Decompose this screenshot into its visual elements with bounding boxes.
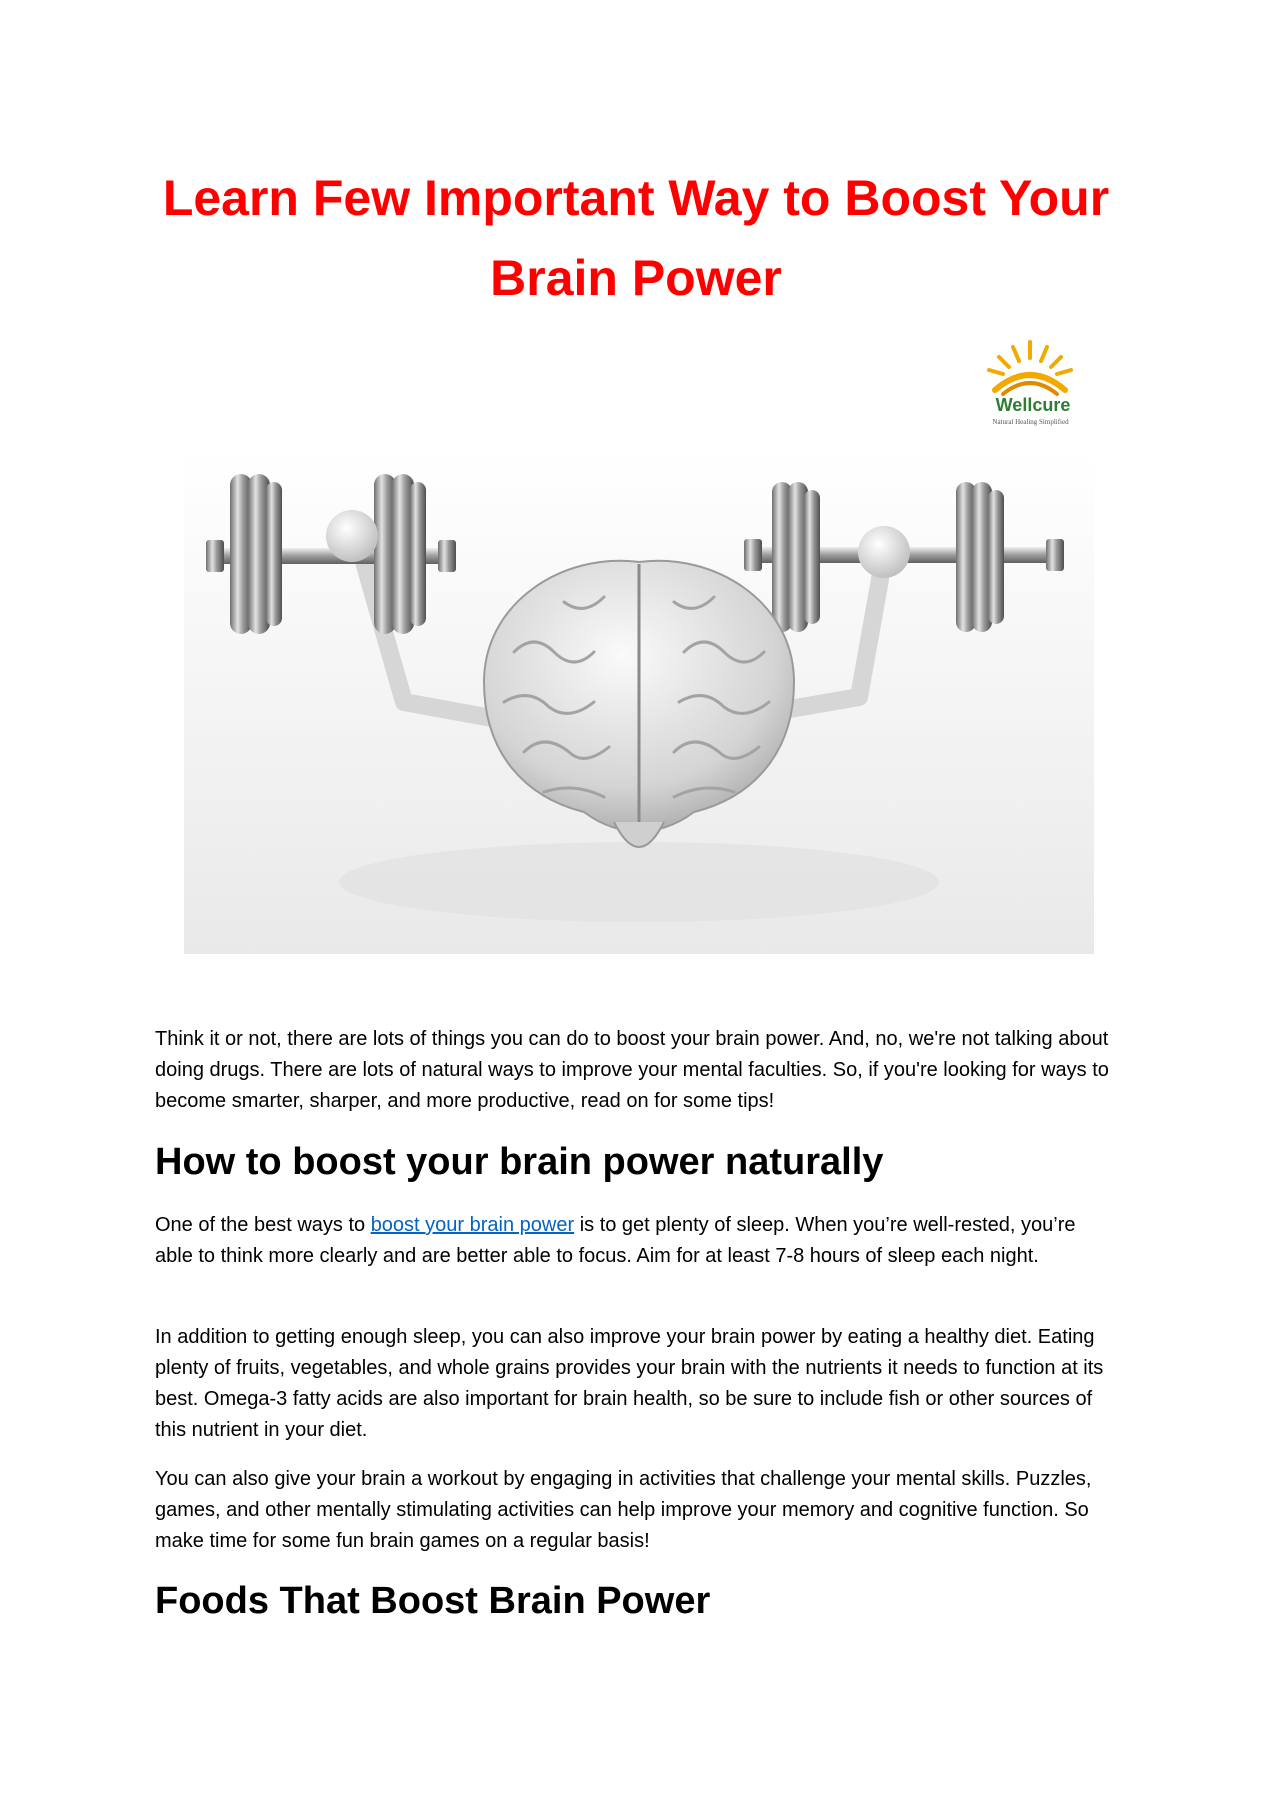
sun-icon [973,338,1088,398]
wellcure-logo [973,338,1088,434]
section-heading-boost-naturally: How to boost your brain power naturally [155,1141,884,1183]
paragraph-sleep-text-after: is to get plenty of sleep. When you’re well-rested, you’re able to think more clearly and are better able to focus. Aim for at least 7-8 hours of sleep each night. [155,1214,1076,1267]
paragraph-diet: In addition to getting enough sleep, you can also improve your brain power by eating a healthy diet. Eating plenty of fruits, vegetables, and whole grains provides your brain with the nutrients it needs to function at its best. Omega-3 fatty acids are also important for brain health, so be sure to include fish or other sources of this nutrient in your diet. [155,1326,1104,1441]
paragraph-brain-workout: You can also give your brain a workout by engaging in activities that challenge your mental skills. Puzzles, games, and other mentally stimulating activities can help improve your memory and cognitive function. So make time for some fun brain games on a regular basis! [155,1468,1092,1552]
intro-paragraph: Think it or not, there are lots of things you can do to boost your brain power. And, no, we're not talking about doing drugs. There are lots of natural ways to improve your mental faculties. So, if you're looking for ways to become smarter, sharper, and more productive, read on for some tips! [155,1028,1109,1112]
logo-tagline: Natural Healing Simplified [992,418,1069,426]
paragraph-sleep [155,1210,1115,1272]
section-heading-foods: Foods That Boost Brain Power [155,1580,711,1622]
paragraph-sleep-text-before: One of the best ways to [155,1214,371,1236]
logo-name: Wellcure [995,395,1071,415]
boost-brain-power-link[interactable]: boost your brain power [370,1214,575,1236]
brain-dumbbells-illustration [184,452,1094,954]
page-title: Learn Few Important Way to Boost Your Brain Power [162,170,1110,306]
